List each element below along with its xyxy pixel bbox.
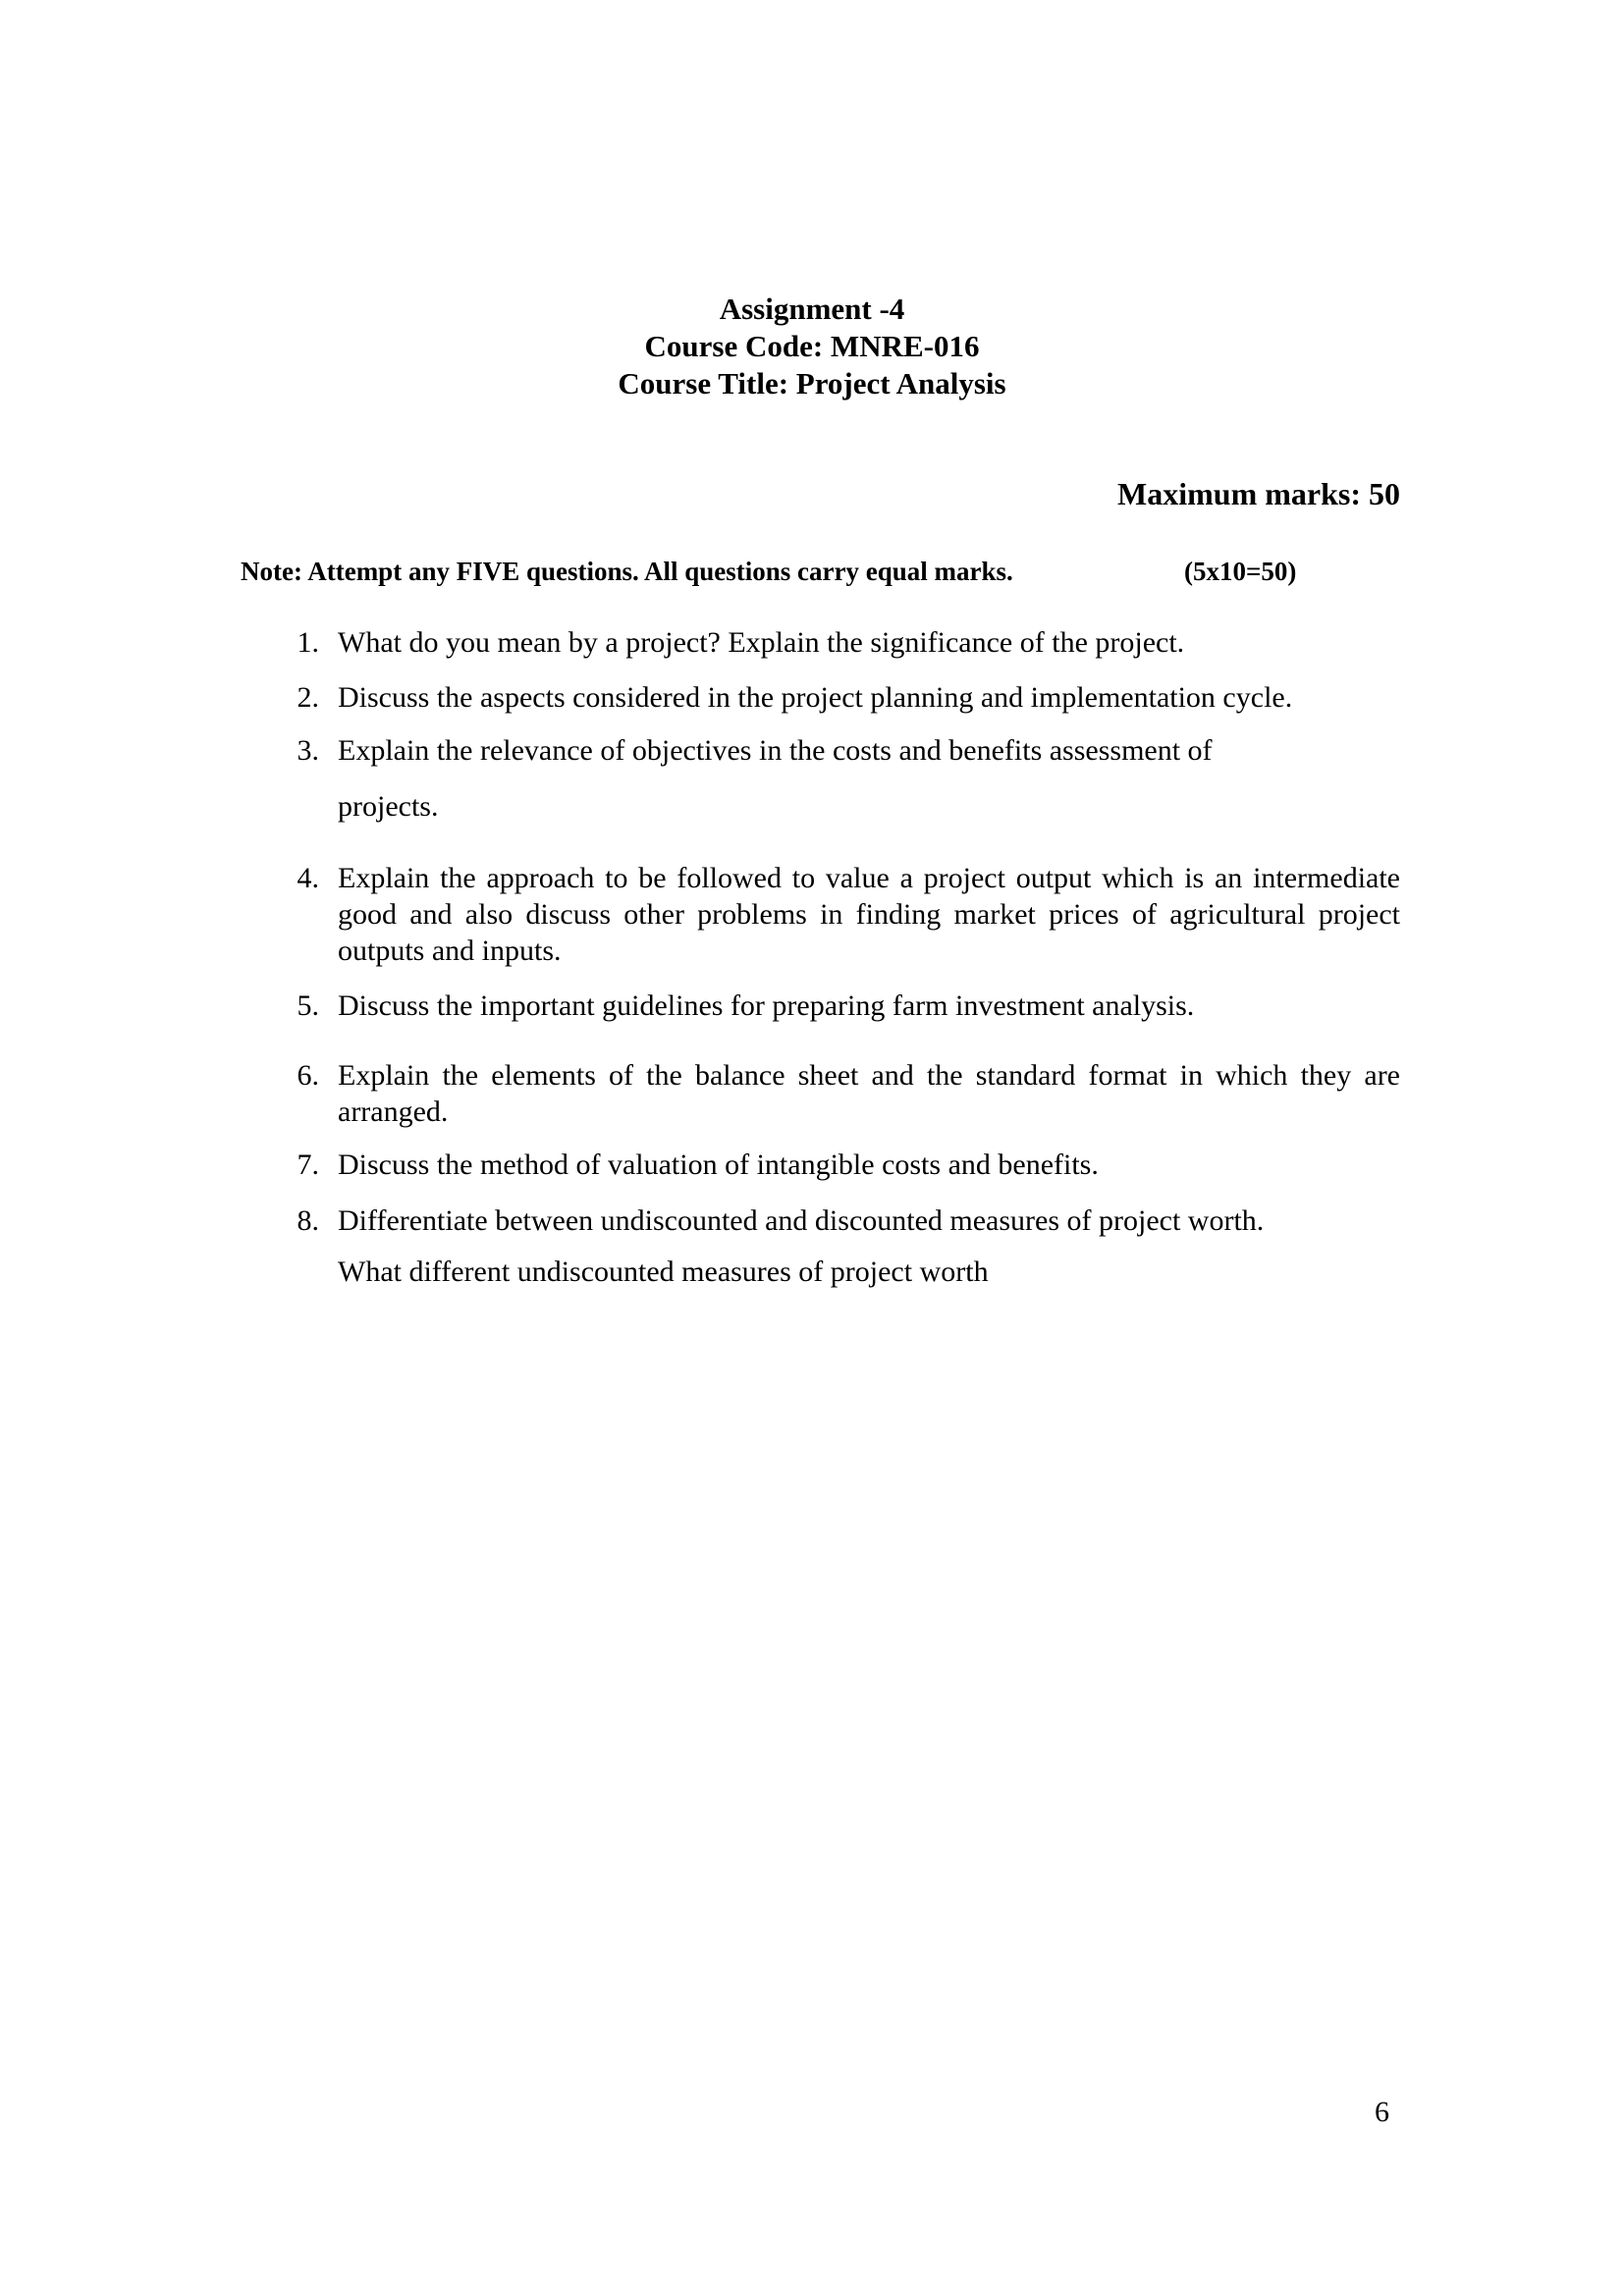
question-3: [280, 732, 1400, 825]
question-text: Differentiate between undiscounted and discounted measures of project worth.: [338, 1204, 1265, 1237]
assignment-header: [0, 291, 1624, 402]
question-1: [280, 624, 1400, 661]
course-title: Course Title: Project Analysis: [618, 366, 1006, 400]
question-continuation: projects.: [338, 790, 439, 823]
instructions-note: Note: Attempt any FIVE questions. All questions carry equal marks.: [241, 557, 1013, 586]
question-2: [280, 679, 1400, 716]
question-number: 1.: [297, 626, 319, 659]
assignment-title: Assignment -4: [719, 292, 905, 326]
question-number: 8.: [297, 1204, 319, 1237]
question-6: [280, 1057, 1400, 1130]
question-7: [280, 1147, 1400, 1183]
question-number: 6.: [297, 1059, 319, 1092]
question-text: Explain the approach to be followed to value a project output which is an intermediate good and also discuss other problems in finding market prices of agricultural project outputs and inputs.: [338, 862, 1400, 967]
question-text: Explain the elements of the balance sheet and the standard format in which they are arranged.: [338, 1059, 1400, 1128]
question-text: Explain the relevance of objectives in the costs and benefits assessment of: [338, 734, 1213, 767]
question-number: 4.: [297, 862, 319, 894]
question-text: Discuss the method of valuation of intangible costs and benefits.: [338, 1148, 1099, 1181]
maximum-marks: Maximum marks: 50: [1117, 476, 1400, 511]
question-text: What do you mean by a project? Explain the significance of the project.: [338, 626, 1185, 659]
question-5: [280, 988, 1400, 1024]
course-code: Course Code: MNRE-016: [644, 329, 980, 363]
question-8: [280, 1202, 1400, 1290]
page-number: 6: [1375, 2096, 1389, 2128]
question-number: 2.: [297, 681, 319, 714]
marks-distribution: (5x10=50): [1184, 557, 1297, 586]
question-text: Discuss the important guidelines for preparing farm investment analysis.: [338, 989, 1195, 1022]
question-number: 3.: [297, 734, 319, 767]
question-continuation: What different undiscounted measures of project worth: [338, 1255, 989, 1288]
question-4: [280, 860, 1400, 969]
question-number: 5.: [297, 989, 319, 1022]
question-number: 7.: [297, 1148, 319, 1181]
question-text: Discuss the aspects considered in the project planning and implementation cycle.: [338, 681, 1293, 714]
